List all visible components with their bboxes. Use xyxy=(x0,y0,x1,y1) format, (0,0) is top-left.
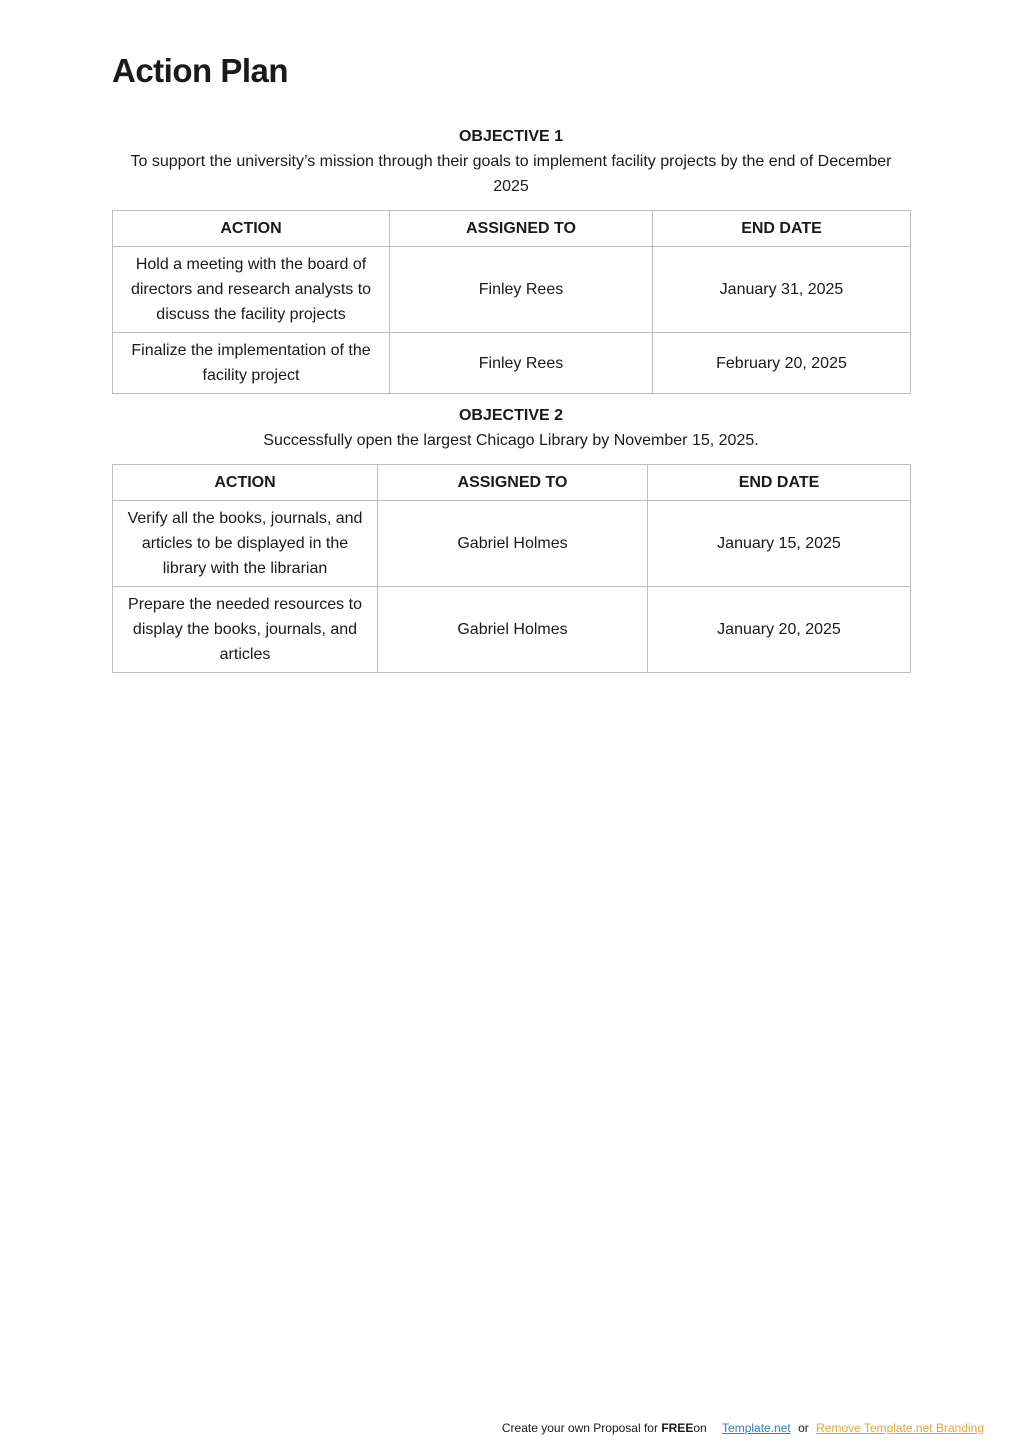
page-title: Action Plan xyxy=(112,52,289,89)
end-date-cell: January 31, 2025 xyxy=(653,247,911,333)
footer-branding xyxy=(0,1419,984,1437)
assigned-to-cell: Finley Rees xyxy=(390,247,653,333)
table-row xyxy=(113,501,911,587)
table-row xyxy=(113,247,911,333)
table-row xyxy=(113,333,911,394)
objective-2-block xyxy=(112,403,910,453)
action-cell: Verify all the books, journals, and articles to be displayed in the library with the librarian xyxy=(113,501,378,587)
footer-free-text: FREE xyxy=(661,1421,694,1435)
objective-1-block xyxy=(112,124,910,199)
table-row xyxy=(113,587,911,673)
action-cell: Hold a meeting with the board of directors and research analysts to discuss the facility projects xyxy=(113,247,390,333)
end-date-cell: January 20, 2025 xyxy=(648,587,911,673)
objective-description: Successfully open the largest Chicago Library by November 15, 2025. xyxy=(263,432,759,449)
column-header-assigned-to: ASSIGNED TO xyxy=(378,465,648,501)
table-header-row xyxy=(113,211,911,247)
assigned-to-cell: Gabriel Holmes xyxy=(378,587,648,673)
end-date-cell: February 20, 2025 xyxy=(653,333,911,394)
footer-on-text: on xyxy=(693,1421,707,1435)
footer-or-text: or xyxy=(798,1421,809,1435)
column-header-assigned-to: ASSIGNED TO xyxy=(390,211,653,247)
template-net-link[interactable]: Template.net xyxy=(722,1421,791,1435)
objective-1-table xyxy=(112,210,911,394)
assigned-to-cell: Gabriel Holmes xyxy=(378,501,648,587)
assigned-to-cell: Finley Rees xyxy=(390,333,653,394)
end-date-cell: January 15, 2025 xyxy=(648,501,911,587)
column-header-action: ACTION xyxy=(113,211,390,247)
footer-prefix-text: Create your own Proposal for xyxy=(501,1421,658,1435)
remove-branding-link[interactable]: Remove Template.net Branding xyxy=(816,1421,984,1435)
table-header-row xyxy=(113,465,911,501)
objective-heading: OBJECTIVE 1 xyxy=(458,128,564,145)
objective-description: To support the university’s mission through their goals to implement facility projects by the end of December 2025 xyxy=(130,153,892,195)
column-header-end-date: END DATE xyxy=(653,211,911,247)
objective-heading: OBJECTIVE 2 xyxy=(458,407,564,424)
action-cell: Prepare the needed resources to display the books, journals, and articles xyxy=(113,587,378,673)
action-cell: Finalize the implementation of the facility project xyxy=(113,333,390,394)
objective-2-table xyxy=(112,464,911,673)
column-header-action: ACTION xyxy=(113,465,378,501)
column-header-end-date: END DATE xyxy=(648,465,911,501)
